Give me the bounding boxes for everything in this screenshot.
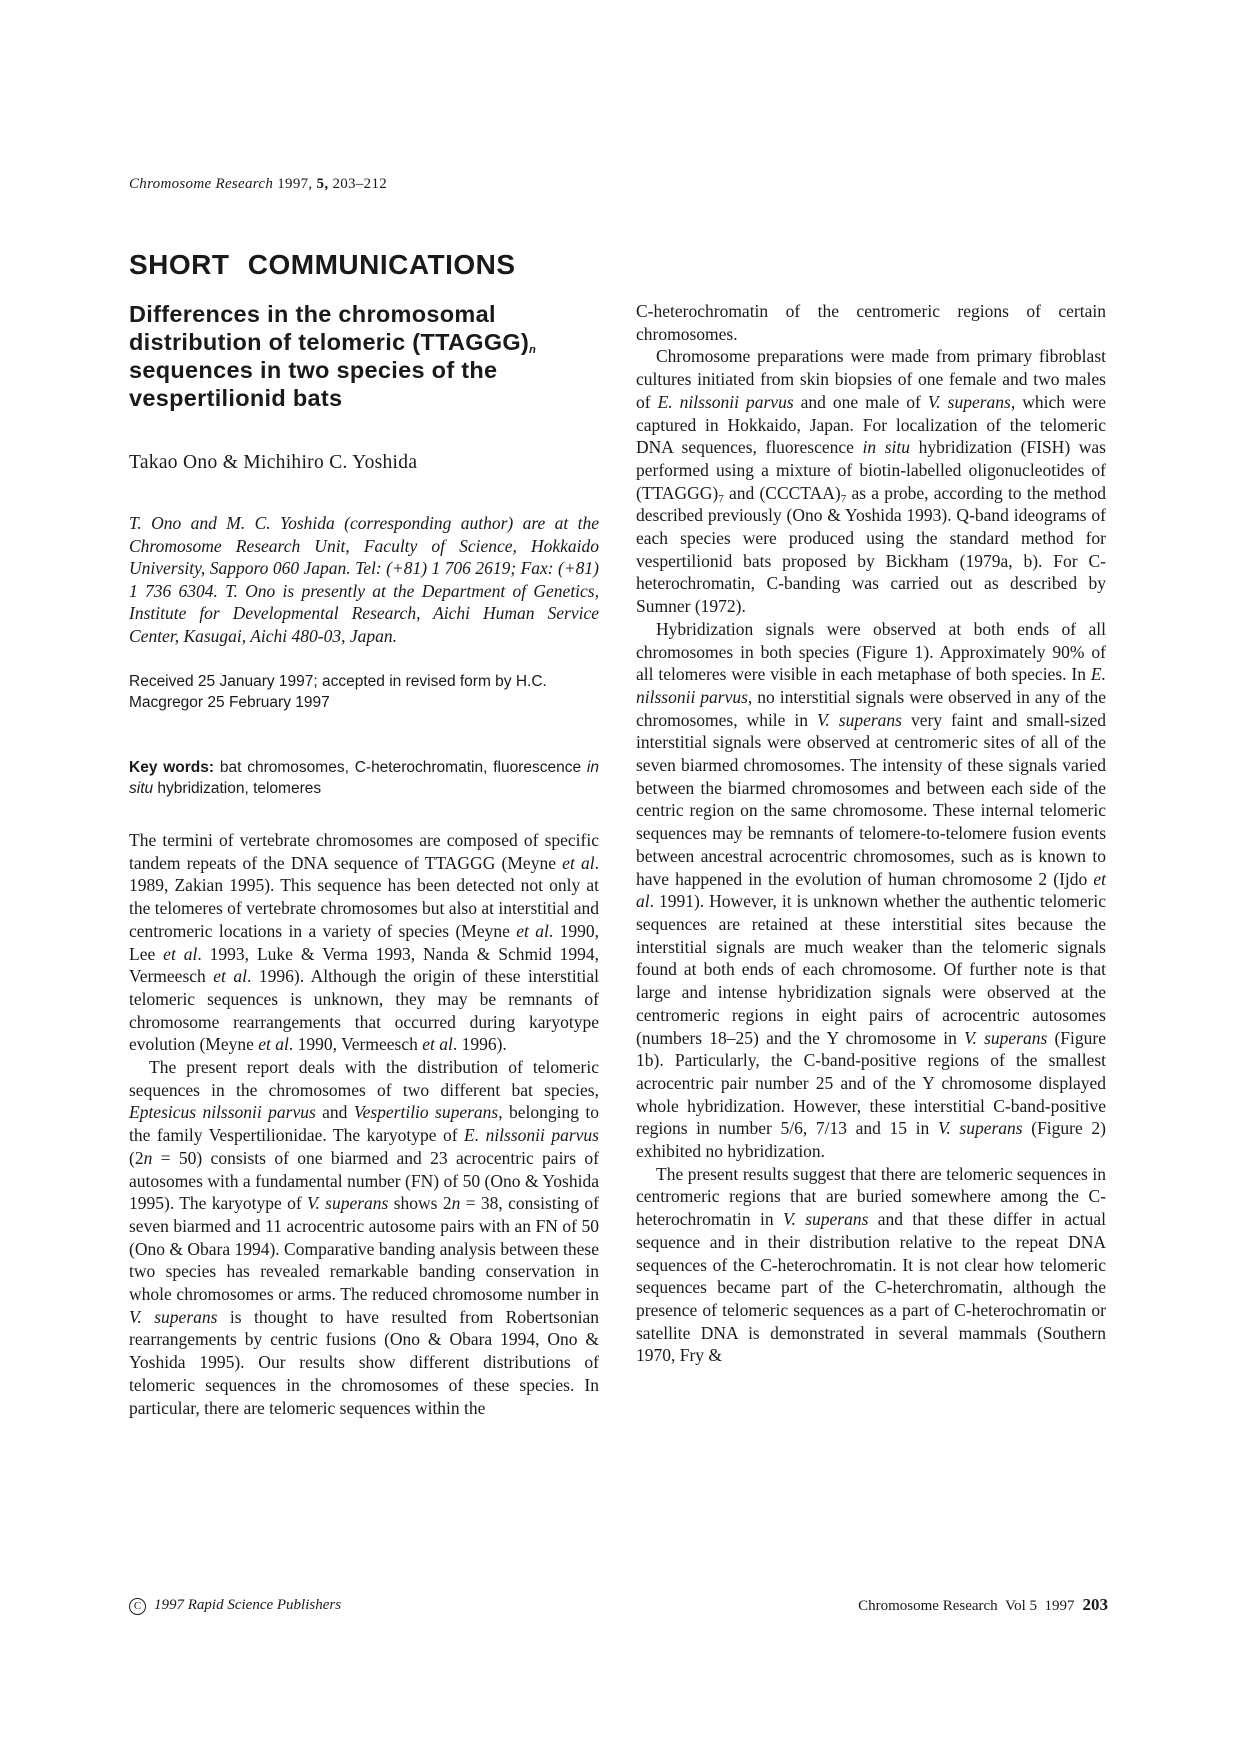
copyright-icon: C [129, 1598, 146, 1615]
body-text-right [636, 300, 1106, 1367]
authors: Takao Ono & Michihiro C. Yoshida [129, 452, 418, 473]
paragraph: The termini of vertebrate chromosomes are composed of specific tandem repeats of the DNA sequence of TTAGGG (Meyne et al. 1989, Zakian 1995). This sequence has been detected not only at the telomeres of vertebrate chromosomes but also at interstitial and centromeric locations in a variety of species (Meyne et al. 1990, Lee et al. 1993, Luke & Verma 1993, Nanda & Schmid 1994, Vermeesch et al. 1996). Although the origin of these interstitial telomeric sequences is unknown, they may be remnants of chromosome rearrangements that occurred during karyotype evolution (Meyne et al. 1990, Vermeesch et al. 1996). [129, 830, 599, 1055]
page-number: 203 [1082, 1595, 1108, 1614]
article-title: Differences in the chromosomal distribution of telomeric $(TTAGGG)_n$ sequences in two species of the vespertilionid bats [129, 301, 537, 411]
keywords: Key words: bat chromosomes, C-heterochromatin, fluorescence in situ hybridization, telomeres [129, 759, 599, 797]
footer-year: 1997 [1044, 1598, 1075, 1614]
paragraph: Chromosome preparations were made from primary fibroblast cultures initiated from skin biopsies of one female and two males of E. nilssonii parvus and one male of V. superans, which were captured in Hokkaido, Japan. For localization of the telomeric DNA sequences, fluorescence in situ hybridization (FISH) was performed using a mixture of biotin-labelled oligonucleotides of $(TTAGGG)_7$ and $(CCCTAA)_7$ as a probe, according to the method described previously (Ono & Yoshida 1993). Q-band ideograms of each species were produced using the standard method for vespertilionid bats proposed by Bickham (1979a, b). For C-heterochromatin, C-banding was carried out as described by Sumner (1972). [636, 346, 1106, 617]
received-dates: Received 25 January 1997; accepted in revised form by H.C. Macgregor 25 February 1997 [129, 673, 547, 711]
left-column [129, 300, 599, 1419]
author-affiliation: T. Ono and M. C. Yoshida (corresponding author) are at the Chromosome Research Unit, Faculty of Science, Hokkaido University, Sapporo 060 Japan. Tel: (+81) 1 706 2619; Fax: (+81) 1 736 6304. T. Ono is presently at the Department of Genetics, Institute for Developmental Research, Aichi Human Service Center, Kasugai, Aichi 480-03, Japan. [129, 513, 599, 646]
running-head [129, 176, 387, 193]
paragraph: The present results suggest that there are telomeric sequences in centromeric regions that are buried somewhere among the C-heterochromatin in V. superans and that these differ in actual sequence and in their distribution relative to the repeat DNA sequences of the C-heterochromatin. It is not clear how telomeric sequences became part of the C-heterchromatin, although the presence of telomeric sequences as a part of C-heterochromatin or satellite DNA is demonstrated in several mammals (Southern 1970, Fry & [636, 1163, 1106, 1366]
footer-copyright: C 1997 Rapid Science Publishers [129, 1597, 341, 1615]
body-text-left [129, 829, 599, 1419]
footer-journal-name: Chromosome Research [858, 1598, 998, 1614]
right-column [636, 300, 1106, 1367]
running-head-journal: Chromosome Research [129, 176, 274, 192]
paragraph: Hybridization signals were observed at both ends of all chromosomes in both species (Figure 1). Approximately 90% of all telomeres were visible in each metaphase of both species. In E. nilssonii parvus, no interstitial signals were observed in any of the chromosomes, while in V. superans very faint and small-sized interstitial signals were observed at centromeric sites of all of the seven biarmed chromosomes. The intensity of these signals varied between the biarmed chromosomes and between each side of the centric region on the same chromosome. These internal telomeric sequences may be remnants of telomere-to-telomere fusion events between ancestral acrocentric chromosomes, such as is known to have happened in the evolution of human chromosome 2 (Ijdo et al. 1991). However, it is unknown whether the authentic telomeric sequences are retained at these interstitial sites because the interstitial signals are much weaker than the telomeric signals found at both ends of each chromosome. Of further note is that large and intense hybridization signals were observed at the centromeric regions in eight pairs of acrocentric autosomes (numbers 18–25) and the Y chromosome in V. superans (Figure 1b). Particularly, the C-band-positive regions of the smallest acrocentric pair number 25 and of the Y chromosome displayed whole hybridization. However, these interstitial C-band-positive regions in number 5/6, 7/13 and 15 in V. superans (Figure 2) exhibited no hybridization. [636, 618, 1106, 1162]
paragraph: The present report deals with the distribution of telomeric sequences in the chromosomes of two different bat species, Eptesicus nilssonii parvus and Vespertilio superans, belonging to the family Vespertilionidae. The karyotype of E. nilssonii parvus (2n = 50) consists of one biarmed and 23 acrocentric pairs of autosomes with a fundamental number (FN) of 50 (Ono & Yoshida 1995). The karyotype of V. superans shows 2n = 38, consisting of seven biarmed and 11 acrocentric autosome pairs with an FN of 50 (Ono & Obara 1994). Comparative banding analysis between these two species has revealed remarkable banding conservation in whole chromosomes or arms. The reduced chromosome number in V. superans is thought to have resulted from Robertsonian rearrangements by centric fusions (Ono & Obara 1994, Ono & Yoshida 1995). Our results show different distributions of telomeric sequences in the chromosomes of these species. In particular, there are telomeric sequences within the [129, 1057, 600, 1418]
running-head-pages: 203–212 [332, 176, 388, 192]
running-head-volume: 5, [316, 176, 329, 192]
footer-volume: Vol 5 [1005, 1598, 1037, 1614]
paragraph: C-heterochromatin of the centromeric regions of certain chromosomes. [636, 301, 1106, 344]
footer-journal [858, 1595, 1108, 1615]
running-head-year: 1997, [277, 176, 313, 192]
section-heading: SHORT COMMUNICATIONS [129, 249, 516, 280]
